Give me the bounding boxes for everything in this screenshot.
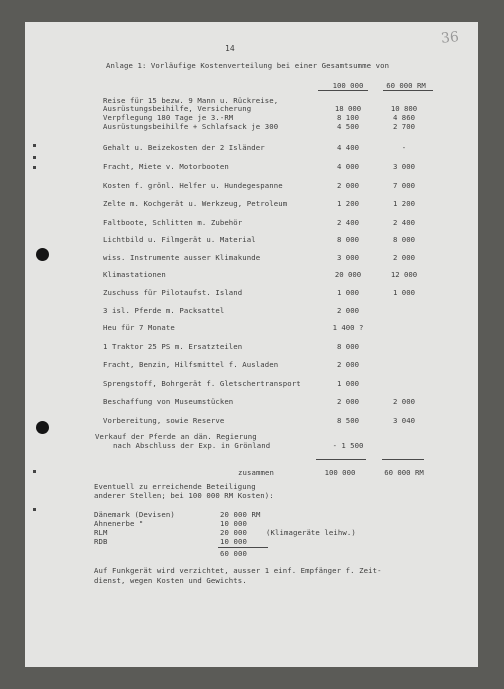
margin-mark (33, 508, 36, 511)
cost-item-value-100000: 20 000 (334, 270, 362, 279)
cost-item-value-100000: 2 400 (337, 218, 359, 227)
cost-item-value-100000: 2 000 (337, 360, 359, 369)
total-value-100000: 100 000 (324, 468, 356, 477)
margin-mark (33, 144, 36, 147)
cost-item-label: Reise für 15 bezw. 9 Mann u. Rückreise, (103, 96, 279, 105)
sum-line (316, 459, 366, 460)
cost-item-value-60000: 1 200 (393, 199, 415, 208)
cost-item-label: Gehalt u. Beizekosten der 2 Isländer (103, 143, 265, 152)
cost-item-label: Heu für 7 Monate (103, 323, 175, 332)
margin-mark (33, 156, 36, 159)
cost-item-label: Lichtbild u. Filmgerät u. Material (103, 235, 256, 244)
cost-item-value-100000: 18 000 (334, 104, 362, 113)
cost-item-value-100000: 4 000 (337, 162, 359, 171)
cost-item-value-100000: - 1 500 (332, 441, 364, 450)
cost-item-value-100000: 8 000 (337, 235, 359, 244)
sum-line (382, 459, 424, 460)
cost-item-label: 1 Traktor 25 PS m. Ersatzteilen (103, 342, 243, 351)
cost-item-value-100000: 1 200 (337, 199, 359, 208)
cost-item-value-100000: 8 000 (337, 342, 359, 351)
cost-item-value-60000: 2 000 (393, 253, 415, 262)
cost-item-label: Fracht, Benzin, Hilfsmittel f. Ausladen (103, 360, 279, 369)
cost-item-value-60000: 3 000 (393, 162, 415, 171)
cost-item-value-100000: 2 000 (337, 397, 359, 406)
column-header-100000: 100 000 (332, 81, 364, 90)
participant-amount: 10 000 (220, 519, 247, 528)
cost-item-label: Fracht, Miete v. Motorbooten (103, 162, 229, 171)
cost-item-value-100000: 1 000 (337, 288, 359, 297)
cost-item-label: Zuschuss für Pilotaufst. Island (103, 288, 243, 297)
participation-sum-line (218, 547, 268, 548)
cost-item-value-60000: 1 000 (393, 288, 415, 297)
cost-item-value-100000: 1 400 ? (332, 323, 364, 332)
participant-amount: 10 000 (220, 537, 247, 546)
punch-hole-top (36, 248, 49, 261)
punch-hole-bottom (36, 421, 49, 434)
cost-item-label: Ausrüstungsbeihilfe, Versicherung (103, 104, 252, 113)
cost-item-label: Faltboote, Schlitten m. Zubehör (103, 218, 243, 227)
handwritten-page-number: 36 (440, 29, 460, 47)
cost-item-label: Verkauf der Pferde an dän. Regierung (95, 432, 257, 441)
margin-mark (33, 470, 36, 473)
participant-name: RLM (94, 528, 108, 537)
cost-item-value-60000: 2 400 (393, 218, 415, 227)
header-underline (318, 90, 368, 91)
participant-name: Dänemark (Devisen) (94, 510, 175, 519)
cost-item-value-100000: 4 400 (337, 143, 359, 152)
cost-item-label: 3 isl. Pferde m. Packsattel (103, 306, 225, 315)
cost-item-label: Beschaffung von Museumstücken (103, 397, 234, 406)
cost-item-value-60000: 2 700 (393, 122, 415, 131)
cost-item-value-60000: 2 000 (393, 397, 415, 406)
participant-name: Ahnenerbe " (94, 519, 144, 528)
cost-item-value-100000: 8 100 (337, 113, 359, 122)
cost-item-value-100000: 1 000 (337, 379, 359, 388)
page-number: 14 (225, 44, 235, 53)
document-title: Anlage 1: Vorläufige Kostenverteilung bei einer Gesamtsumme von (106, 61, 390, 70)
total-label: zusammen (238, 468, 274, 477)
column-header-60000: 60 000 RM (386, 81, 426, 90)
cost-item-value-100000: 4 500 (337, 122, 359, 131)
cost-item-label: Vorbereitung, sowie Reserve (103, 416, 225, 425)
cost-item-label: Ausrüstungsbeihilfe + Schlafsack je 300 (103, 122, 279, 131)
participant-amount: 20 000 (220, 528, 247, 537)
footnote-line: Auf Funkgerät wird verzichtet, ausser 1 einf. Empfänger f. Zeit- (94, 566, 382, 575)
cost-item-label: Zelte m. Kochgerät u. Werkzeug, Petroleum (103, 199, 288, 208)
cost-item-value-100000: 2 000 (337, 181, 359, 190)
cost-item-label: Sprengstoff, Bohrgerät f. Gletschertransport (103, 379, 301, 388)
footnote-line: dienst, wegen Kosten und Gewichts. (94, 576, 247, 585)
participant-name: RDB (94, 537, 108, 546)
cost-item-value-60000: 10 800 (390, 104, 418, 113)
cost-item-value-60000: 12 000 (390, 270, 418, 279)
cost-item-value-100000: 8 500 (337, 416, 359, 425)
participation-sum: 60 000 (220, 549, 247, 558)
cost-item-value-60000: 7 000 (393, 181, 415, 190)
cost-item-value-100000: 2 000 (337, 306, 359, 315)
total-value-60000: 60 000 RM (384, 468, 424, 477)
margin-mark (33, 166, 36, 169)
cost-item-label: wiss. Instrumente ausser Klimakunde (103, 253, 261, 262)
participation-intro: anderer Stellen; bei 100 000 RM Kosten): (94, 491, 274, 500)
cost-item-value-60000: - (401, 143, 407, 152)
participant-amount: 20 000 RM (220, 510, 261, 519)
cost-item-value-60000: 3 040 (393, 416, 415, 425)
cost-item-label: nach Abschluss der Exp. in Grönland (113, 441, 271, 450)
cost-item-label: Verpflegung 180 Tage je 3.-RM (103, 113, 234, 122)
cost-item-value-60000: 8 000 (393, 235, 415, 244)
participant-note: (Klimageräte leihw.) (266, 528, 356, 537)
participation-intro: Eventuell zu erreichende Beteiligung (94, 482, 256, 491)
header-underline (383, 90, 433, 91)
cost-item-value-100000: 3 000 (337, 253, 359, 262)
cost-item-label: Kosten f. grönl. Helfer u. Hundegespanne (103, 181, 283, 190)
cost-item-value-60000: 4 860 (393, 113, 415, 122)
cost-item-label: Klimastationen (103, 270, 166, 279)
